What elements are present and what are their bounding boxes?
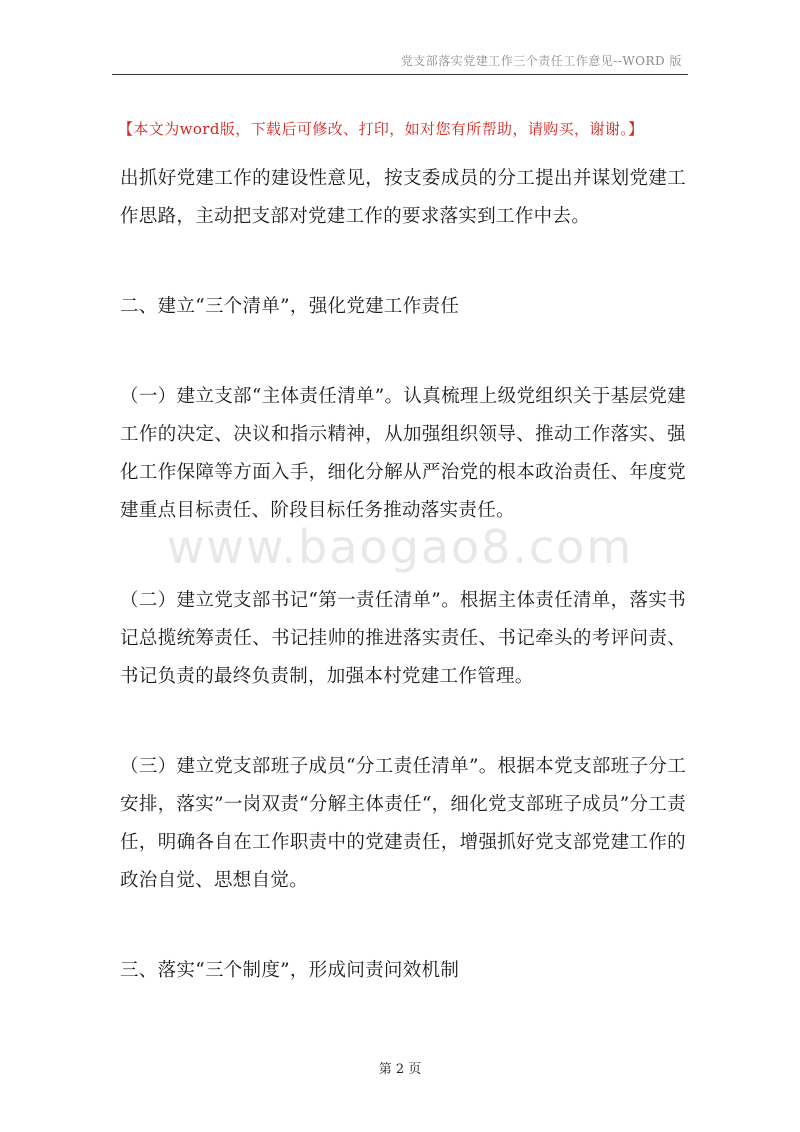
section-heading-2: 二、建立“三个清单”，强化党建工作责任 [120,296,460,317]
watermark: www.baogao8.com [166,520,634,574]
document-body [120,160,686,990]
page-number: 第 2 页 [378,1062,422,1077]
header-divider [112,74,688,75]
paragraph-item-1: （一）建立支部“主体责任清单”。认真梳理上级党组织关于基层党建工作的决定、决议和指示精神，从加强组织领导、推动工作落实、强化工作保障等方面入手，细化分解从严治党的根本政治责任、年度党建重点目标责任、阶段目标任务推动落实责任。 [120,386,686,521]
section-heading-3: 三、落实“三个制度”，形成问责问效机制 [120,960,460,981]
paragraph-continuation: 出抓好党建工作的建设性意见，按支委成员的分工提出并谋划党建工作思路，主动把支部对党建工作的要求落实到工作中去。 [120,168,686,227]
paragraph-item-2: （二）建立党支部书记“第一责任清单”。根据主体责任清单，落实书记总揽统筹责任、书记挂帅的推进落实责任、书记牵头的考评问责、书记负责的最终负责制，加强本村党建工作管理。 [120,590,686,687]
running-header: 党支部落实党建工作三个责任工作意见--WORD 版 [400,54,682,68]
purchase-notice: 【本文为word版，下载后可修改、打印，如对您有所帮助，请购买，谢谢。】 [118,120,644,138]
paragraph-item-3: （三）建立党支部班子成员“分工责任清单”。根据本党支部班子分工安排，落实”一岗双责“分解主体责任“，细化党支部班子成员”分工责任，明确各自在工作职责中的党建责任，增强抓好党支部党建工作的政治自觉、思想自觉。 [120,756,686,891]
